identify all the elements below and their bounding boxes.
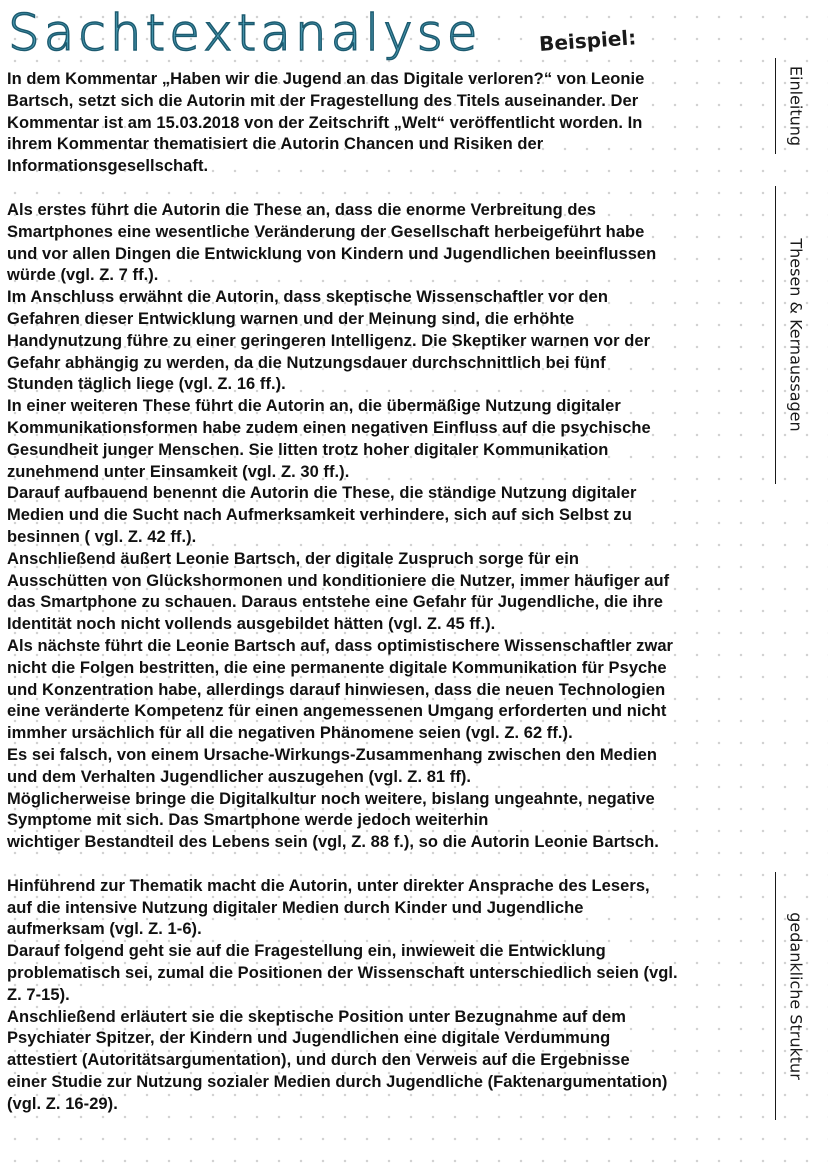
margin-note-einleitung	[775, 58, 816, 154]
paragraph: In einer weiteren These führt die Autorin an, die übermäßige Nutzung digitaler Kommunikationsformen habe zudem einen negativen Einfluss auf die psychische Gesundheit junger Menschen. Sie litten trotz hoher digitaler Kommunikation zunehmend unter Einsamkeit (vgl. Z. 30 ff.).	[7, 397, 651, 481]
paragraph: Als erstes führt die Autorin die These an, dass die enorme Verbreitung des Smartphones eine wesentliche Veränderung der Gesellschaft herbeigeführt habe und vor allen Dingen die Entwicklung von Kindern und Jugendlichen beeinflussen würde (vgl. Z. 7 ff.).	[7, 200, 657, 285]
paragraph: Es sei falsch, von einem Ursache-Wirkungs-Zusammenhang zwischen den Medien und dem Verhalten Jugendlicher auszugehen (vgl. Z. 81 ff).	[7, 745, 657, 786]
margin-note-label: Einleitung	[786, 65, 806, 147]
paragraph: Anschließend äußert Leonie Bartsch, der digitale Zuspruch sorge für ein Ausschütten von Glückshormonen und konditioniere die Nutzer, immer häufiger auf das Smartphone zu schauen. Daraus entstehe eine Gefahr für Jugendliche, die ihre Identität noch nicht vollends ausgebildet hätten (vgl. Z. 45 ff.).	[7, 549, 670, 634]
section-thesen	[7, 200, 772, 854]
paragraph: Als nächste führt die Leonie Bartsch auf, dass optimistischere Wissenschaftler zwar nicht die Folgen bestritten, die eine permanente digitale Kommunikation für Psyche und Konzentration habe, allerdings darauf hinwiesen, dass die neuen Technologien eine veränderte Kompetenz für einen angemessenen Umgang erforderten und nicht immher ursächlich für all die negativen Phänomene seien (vgl. Z. 62 ff.).	[7, 636, 674, 743]
paragraph: Darauf aufbauend benennt die Autorin die These, die ständige Nutzung digitaler Medien und die Sucht nach Aufmerksamkeit verhindere, sich auf sich Selbst zu besinnen ( vgl. Z. 42 ff.).	[7, 484, 637, 546]
margin-note-label: gedankliche Struktur	[786, 912, 806, 1080]
paragraph: In dem Kommentar „Haben wir die Jugend an das Digitale verloren?“ von Leonie Bartsch, setzt sich die Autorin mit der Fragestellung des Titels auseinander. Der Kommentar ist am 15.03.2018 von der Zeitschrift „Welt“ veröffentlicht worden. In ihrem Kommentar thematisiert die Autorin Chancen und Risiken der Informationsgesellschaft.	[7, 70, 645, 176]
page-title: Sachtextanalyse	[8, 4, 482, 62]
paragraph: Anschließend erläutert sie die skeptische Position unter Bezugnahme auf dem Psychiater Spitzer, der Kindern und Jugendlichen eine digitale Verdummung attestiert (Autoritätsargumentation), und durch den Verweis auf die Ergebnisse einer Studie zur Nutzung sozialer Medien durch Jugendliche (Faktenargumentation) (vgl. Z. 16-29).	[7, 1007, 668, 1113]
paragraph: Im Anschluss erwähnt die Autorin, dass skeptische Wissenschaftler vor den Gefahren dieser Entwicklung warnen und der Meinung sind, die erhöhte Handynutzung führe zu einer geringeren Intelligenz. Die Skeptiker warnen vor der Gefahr abhängig zu werden, da die Nutzungsdauer durchschnittlich bei fünf Stunden täglich liege (vgl. Z. 16 ff.).	[7, 288, 651, 394]
paragraph: Darauf folgend geht sie auf die Fragestellung ein, inwieweit die Entwicklung problematisch sei, zumal die Positionen der Wissenschaft unterschiedlich seien (vgl. Z. 7-15).	[7, 942, 678, 1004]
section-struktur	[7, 876, 772, 1116]
paragraph: Hinführend zur Thematik macht die Autorin, unter direkter Ansprache des Lesers, auf die intensive Nutzung digitaler Medien durch Kinder und Jugendliche aufmerksam (vgl. Z. 1-6).	[7, 876, 650, 939]
paragraph: Möglicherweise bringe die Digitalkultur noch weitere, bislang ungeahnte, negative Symptome mit sich. Das Smartphone werde jedoch weiterhin wichtiger Bestandteil des Lebens sein (vgl, Z. 88 f.), so die Autorin Leonie Bartsch.	[7, 789, 659, 852]
section-einleitung	[7, 69, 772, 178]
margin-note-struktur	[775, 872, 816, 1120]
margin-note-thesen	[775, 186, 816, 484]
page-subtitle: Beispiel:	[538, 25, 637, 56]
page-header	[8, 2, 748, 72]
margin-note-label: Thesen & Kernaussagen	[786, 238, 806, 432]
document-body	[7, 69, 772, 1138]
